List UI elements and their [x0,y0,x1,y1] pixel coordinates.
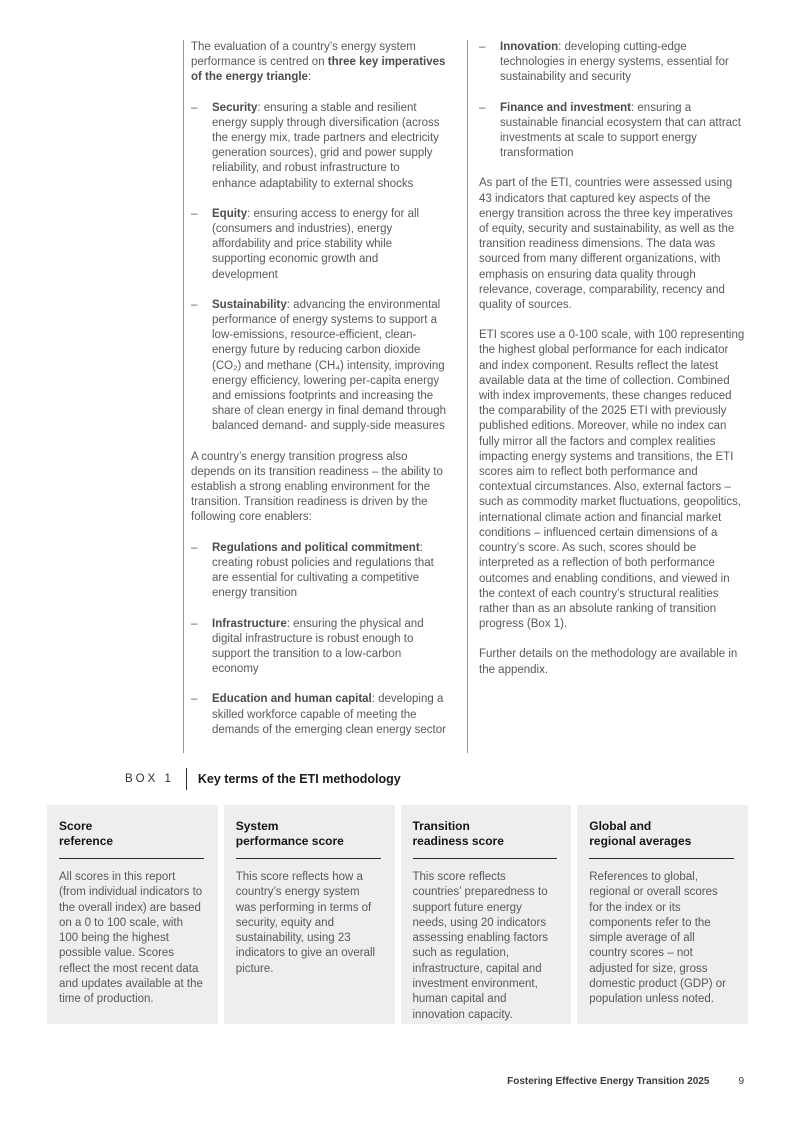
card-body: References to global, regional or overall scores for the index or its components refer to the simple average of all country scores – not adjusted for size, gross domestic product (GDP) or population unless noted. [589,870,727,1006]
card-title-line2: regional averages [589,833,692,848]
bullet-content [212,617,447,678]
bullet-content [212,101,447,192]
card-title-line1: Transition [412,818,470,833]
bullet-text: : ensuring a sustainable financial ecosystem that can attract investments at scale to support energy transformation [500,101,741,160]
bullet-term: Finance and investment [500,101,632,114]
card-divider [589,858,734,859]
bullet-term: Infrastructure [212,617,287,630]
card-title [413,819,558,849]
bullet-text: : developing a skilled workforce capable of meeting the demands of the emerging clean energy sector [212,693,446,736]
card-divider [59,858,204,859]
card-global-regional-averages [577,805,748,1024]
box1-title: Key terms of the ETI methodology [197,771,401,786]
main-columns [183,40,752,753]
paragraph-eti-scores: ETI scores use a 0-100 scale, with 100 representing the highest global performance for each indicator and index component. Results reflect the latest available data at the time of collection. Combined with index improvements, these changes reduced the comparability of the 2025 ETI with previously published editions. Moreover, while no index can fully mirror all the factors and complex realities impacting energy systems and transitions, the ETI scores aim to reflect both performance and contextual circumstances. Also, external factors – such as commodity market fluctuations, geopolitics, international climate action and financial market conditions – influenced certain dimensions of a country’s score. As such, scores should be interpreted as a reflection of both performance outcomes and enabling conditions, and viewed in the context of each country’s structural realities rather than as an absolute ranking of transition progress (Box 1). [479,329,745,631]
card-divider [413,858,558,859]
left-column [183,40,467,753]
card-title-line2: reference [59,833,114,848]
card-body: This score reflects how a country’s energy system was performing in terms of security, equity and sustainability, using 23 indicators to give an overall picture. [235,870,376,975]
paragraph-appendix: Further details on the methodology are available in the appendix. [479,648,738,676]
bullet-item-equity [191,207,447,283]
bullet-text: : ensuring access to energy for all (consumers and industries), energy affordability and price stability while supporting economic growth and development [212,207,420,281]
footer-report-title: Fostering Effective Energy Transition 2025 [507,1076,710,1087]
card-system-performance [224,805,395,1024]
bullet-dash: – [191,617,198,630]
bullet-term: Regulations and political commitment [212,541,420,554]
bullet-dash: – [191,541,198,554]
card-title-line2: performance score [235,833,344,848]
bullet-text: : ensuring a stable and resilient energy supply through diversification (across the energy mix, trade partners and electricity generation sources), grid and power supply reliability, and robust infrastructure to enhance adaptability to external shocks [212,101,440,190]
card-divider [236,858,381,859]
bullet-term: Security [212,101,258,114]
card-title [59,819,204,849]
box1-header [125,766,793,792]
bullet-item-education [191,692,447,738]
box1-divider [186,768,187,790]
bullet-content [500,101,745,162]
intro-text-before: The evaluation of a country’s energy system performance is centred on [191,41,416,69]
bullet-text: : ensuring the physical and digital infrastructure is robust enough to support the transition to a low-carbon economy [212,617,424,676]
bullet-term: Education and human capital [212,693,372,706]
bullet-text: : developing cutting-edge technologies in energy systems, essential for sustainability and security [500,41,729,84]
card-score-reference [47,805,218,1024]
bullet-content [212,298,447,435]
intro-paragraph [191,40,447,86]
bullet-text: : advancing the environmental performance of energy systems to support a low-emissions, resource-efficient, clean-energy future by reducing carbon dioxide (CO₂) and methane (CH₄) intensity, improving energy efficiency, lowering per-capita energy and emissions footprints and increasing the share of clean energy in final demand through balanced demand- and supply-side measures [212,298,446,433]
bullet-dash: – [479,41,486,53]
intro-bold-phrase: three key imperatives of the energy triangle [191,56,446,84]
card-title-line2: readiness score [412,833,504,848]
card-body: All scores in this report (from individual indicators to the overall index) are based on a 0 to 100 scale, with 100 being the highest possible value. Scores reflect the most recent data and updates available at the time of production. [59,870,203,1006]
bullet-dash: – [479,101,486,114]
card-title [236,819,381,849]
bullet-item-infrastructure [191,617,447,678]
bullet-term: Sustainability [212,298,287,311]
card-body: This score reflects countries’ preparedness to support future energy needs, using 20 indicators assessing enabling factors such as regulation, infrastructure, capital and investment environment, human capital and innovation capacity. [412,870,549,1021]
readiness-paragraph: A country’s energy transition progress also depends on its transition readiness – the ability to establish a strong enabling environment for the transition. Transition readiness is driven by the following core enablers: [191,450,443,524]
bullet-content [500,40,745,86]
card-title-line1: Score [59,818,93,833]
bullet-dash: – [191,207,198,220]
card-title-line1: System [235,818,279,833]
bullet-item-sustainability [191,298,447,435]
bullet-item-regulations [191,541,447,602]
bullet-content [212,541,447,602]
card-transition-readiness [401,805,572,1024]
bullet-text: : creating robust policies and regulations that are essential for cultivating a competitive energy transition [212,541,434,600]
paragraph-eti-indicators: As part of the ETI, countries were assessed using 43 indicators that captured key aspects of the energy transition across the three key imperatives of equity, security and sustainability, as well as the transition readiness dimensions. The data was sourced from many different organizations, with emphasis on ensuring data quality through relevance, coverage, comparability, recency and quality of sources. [479,177,735,312]
footer-page-number: 9 [738,1076,744,1087]
card-title-line1: Global and [589,818,652,833]
key-terms-cards [47,805,748,1024]
bullet-dash: – [191,298,198,311]
intro-text-after: : [307,71,312,84]
card-title [589,819,734,849]
bullet-term: Innovation [500,41,559,53]
bullet-item-finance [479,101,745,162]
box1-label: BOX 1 [125,772,174,785]
bullet-item-security [191,101,447,192]
right-column [467,40,751,753]
bullet-content [212,692,447,738]
bullet-item-innovation [479,40,745,86]
bullet-dash: – [191,101,198,114]
bullet-dash: – [191,693,198,706]
page-footer [507,1076,744,1087]
bullet-term: Equity [212,207,248,220]
bullet-content [212,207,447,283]
